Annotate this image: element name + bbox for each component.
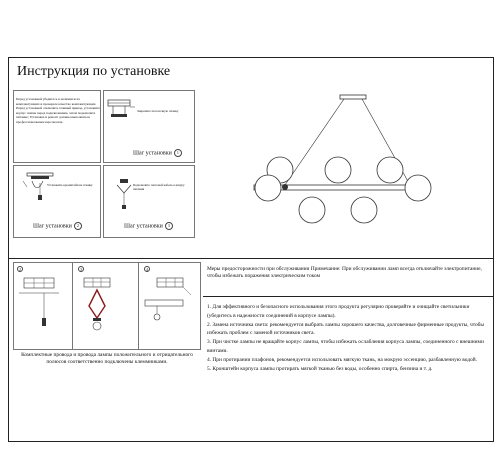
wiring-step-3-illustration [73, 262, 138, 350]
step-1-caption: Шаг установки 1 [133, 149, 182, 157]
warning-divider [203, 296, 494, 297]
wiring-note: Комплектные провода и провода лампы положительного и отрицательного полюсов соответственно подключены клеммниками. [21, 352, 193, 365]
step-1-note: Закрепите потолочную планку [137, 109, 179, 113]
warning-text: Меры предосторожности при обслуживании Примечание: При обслуживании ламп всегда отключайте электропитание, чтобы избежать поражения электрическим током [207, 266, 482, 279]
wiring-step-4-number: 4 [146, 267, 148, 272]
intro-text: Перед установкой убедитесь в наличии всех комплектующих и проверьте качество комплектующих. Перед установкой отключите главный привод, установите корпус лампы перед подключением, затем подключите питание; Установка и ремонт должны выполняться профессиональным персоналом. [16, 97, 100, 124]
maintenance-note-2: 2. Замена источника света: рекомендуется выбрать лампы хорошего качества, долговечные фирменные продукты, чтобы избежать проблем с заменой источников света. [207, 321, 485, 337]
chandelier-illustration [240, 90, 430, 240]
horizontal-divider [8, 258, 494, 259]
maintenance-note-3: 3. При чистке лампы не вращайте корпус лампы, чтобы избежать ослабления корпуса лампы, соединенного с внешними винтами. [207, 339, 484, 354]
wiring-step-2-number: 2 [19, 267, 21, 272]
step-1-number: 1 [174, 149, 182, 157]
page-title: Инструкция по установке [17, 64, 171, 79]
maintenance-notes [207, 303, 491, 373]
wiring-step-4-illustration [139, 262, 201, 350]
step-2-caption: Шаг установки 2 [33, 222, 82, 230]
wiring-step-2-illustration [13, 262, 73, 350]
maintenance-note-1: 1. Для эффективного и безопасного использования этого продукта регулярно проверяйте и очищайте светильники (убедитесь в надежности соединений в корпусе лампы). [207, 304, 470, 319]
step-3-note: Подключите световой кабель к шнуру питания [133, 183, 185, 191]
step-2-number: 2 [74, 222, 82, 230]
step-2-note: Установить кронштейн на планку [47, 183, 93, 187]
wiring-step-3-number: 3 [80, 267, 82, 272]
step-3-number: 3 [165, 222, 173, 230]
maintenance-note-4: 4. При протирании плафонов, рекомендуется использовать мягкую ткань, на мокрую эссенцию, разбавленную водой. [207, 356, 477, 363]
step-3-caption: Шаг установки 3 [124, 222, 173, 230]
maintenance-note-5: 5. Кронштейн корпуса лампы протирать мягкой тканью без воды, особенно спирта, бензина и т. д. [207, 365, 433, 372]
